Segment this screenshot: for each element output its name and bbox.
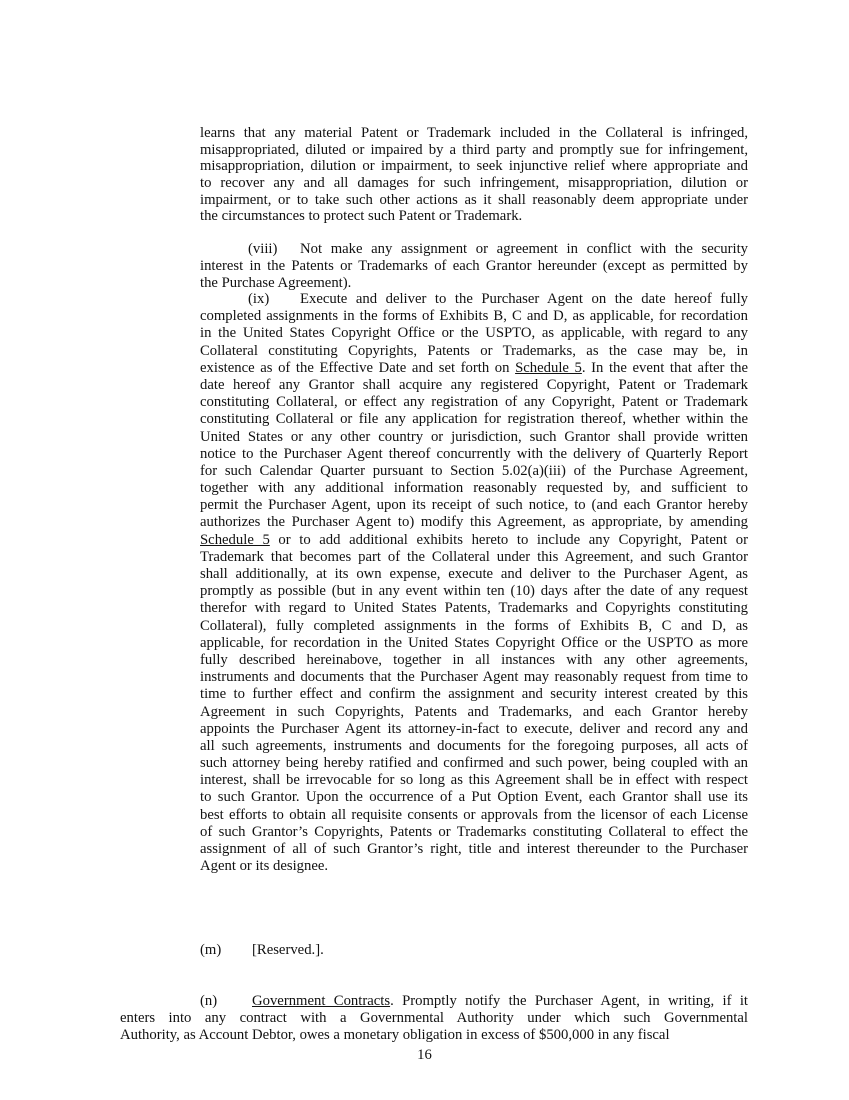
line-text: existence as of the Effective Date and set forth on Schedule 5. In the event that after the: [200, 359, 748, 376]
line-text: time to further effect and confirm the assignment and security interest created by this: [200, 686, 748, 703]
text-line: [200, 463, 748, 480]
text-line: [200, 497, 748, 514]
text-line: [200, 514, 748, 531]
line-text: Schedule 5 or to add additional exhibits hereto to include any Copyright, Patent or: [200, 531, 748, 548]
line-text: shall additionally, at its own expense, execute and deliver to the Purchaser Agent, as: [200, 566, 748, 582]
line-text: Not make any assignment or agreement in conflict with the security: [300, 241, 748, 257]
text-line: [120, 1010, 748, 1027]
section-label: (n): [200, 993, 218, 1009]
line-text: Collateral), fully completed assignments in the forms of Exhibits B, C and D, as: [200, 617, 748, 634]
text-line: [200, 258, 748, 275]
text-line: [200, 343, 748, 360]
text-line: [200, 175, 748, 192]
text-line: [200, 446, 748, 463]
text-line: [120, 1027, 748, 1044]
text-line: [200, 241, 748, 258]
line-text: enters into any contract with a Governmental Authority under which such Governmental: [120, 1010, 748, 1027]
underlined-term: Government Contracts: [252, 993, 391, 1009]
paragraph-m: [200, 942, 748, 959]
paragraph-viii: [200, 241, 748, 293]
line-text: assignment of all of such Grantor’s right, title and interest thereunder to the Purchaser: [200, 841, 748, 857]
text-line: [200, 635, 748, 652]
text-line: [200, 824, 748, 841]
line-text: such attorney being hereby ratified and confirmed and such power, being coupled with an: [200, 755, 748, 772]
line-text: Authority, as Account Debtor, owes a monetary obligation in excess of $500,000 in any fiscal: [120, 1027, 670, 1044]
line-text: interest in the Patents or Trademarks of each Grantor hereunder (except as permitted by: [200, 258, 748, 275]
text-line: [200, 600, 748, 617]
line-text: date hereof any Grantor shall acquire any registered Copyright, Patent or Trademark: [200, 376, 748, 393]
line-text: for such Calendar Quarter pursuant to Section 5.02(a)(iii) of the Purchase Agreement,: [200, 462, 748, 479]
line-text: the circumstances to protect such Patent or Trademark.: [200, 208, 523, 225]
line-text: United States or any other country or jurisdiction, such Grantor shall provide written: [200, 428, 748, 445]
text-line: [200, 772, 748, 789]
text-line: [200, 291, 748, 308]
underlined-term: Schedule 5: [200, 531, 270, 548]
line-text: promptly as possible (but in any event within ten (10) days after the date of any request: [200, 583, 748, 600]
text-line: [200, 360, 748, 377]
line-text: completed assignments in the forms of Exhibits B, C and D, as applicable, for recordation: [200, 308, 748, 325]
line-text: therefor with regard to United States Patents, Trademarks and Copyrights constituting: [200, 600, 748, 617]
text-line: [200, 755, 748, 772]
line-text: the Purchase Agreement).: [200, 275, 352, 292]
line-text: applicable, for recordation in the United States Copyright Office or the USPTO as more: [200, 634, 748, 651]
line-text: constituting Collateral, or effect any registration of any Copyright, Patent or Trademark: [200, 394, 748, 411]
text-line: [200, 532, 748, 549]
line-text: together with any additional information reasonably requested by, and sufficient to: [200, 480, 748, 497]
underlined-term: Schedule 5: [515, 359, 582, 376]
line-text: Trademark that becomes part of the Collateral under this Agreement, and such Grantor: [200, 548, 748, 565]
line-text: permit the Purchaser Agent, upon its receipt of such notice, to (and each Grantor hereby: [200, 497, 748, 514]
text-line: [200, 480, 748, 497]
text-line: [200, 942, 748, 959]
line-text: impairment, or to take such other actions as it shall reasonably deem appropriate under: [200, 191, 748, 208]
line-text: appoints the Purchaser Agent its attorney-in-fact to execute, deliver and record any and: [200, 720, 748, 737]
paragraph-n-government-contracts: [120, 993, 748, 1045]
section-label: (m): [200, 942, 222, 958]
text-line: [200, 411, 748, 428]
section-label: (viii): [248, 241, 278, 257]
line-text: constituting Collateral or file any application for registration thereof, whether within the: [200, 411, 748, 428]
section-label: (ix): [248, 291, 270, 307]
text-line: [200, 125, 748, 142]
line-text: notice to the Purchaser Agent thereof concurrently with the delivery of Quarterly Report: [200, 445, 748, 462]
text-line: [200, 377, 748, 394]
line-text: to recover any and all damages for such infringement, misappropriation, dilution or: [200, 175, 748, 192]
line-text: instruments and documents that the Purchaser Agent may reasonably request from time to: [200, 669, 748, 686]
line-text: learns that any material Patent or Trademark included in the Collateral is infringed,: [200, 125, 748, 141]
text-line: [200, 669, 748, 686]
paragraph-ix: [200, 291, 748, 875]
line-text: all such agreements, instruments and documents for the foregoing purposes, all acts of: [200, 737, 748, 754]
text-line: [200, 652, 748, 669]
text-line: [200, 192, 748, 209]
text-line: [200, 158, 748, 175]
paragraph-vii-continued: [200, 125, 748, 225]
text-line: [200, 738, 748, 755]
line-text: Execute and deliver to the Purchaser Agent on the date hereof fully: [300, 291, 748, 307]
line-text: best efforts to obtain all requisite consents or approvals from the licensor of each License: [200, 806, 748, 823]
text-line: [200, 789, 748, 806]
text-line: [200, 807, 748, 824]
text-line: [200, 841, 748, 858]
line-text: to such Grantor. Upon the occurrence of a Put Option Event, each Grantor shall use its: [200, 789, 748, 806]
text-line: [200, 618, 748, 635]
text-line: [200, 275, 748, 292]
page-number: 16: [417, 1047, 432, 1063]
text-line: [200, 721, 748, 738]
text-line: [200, 142, 748, 159]
line-text: interest, shall be irrevocable for so long as this Agreement shall be in effect with respect: [200, 772, 748, 789]
text-line: [200, 429, 748, 446]
line-text: Collateral constituting Copyrights, Patents or Trademarks, as the case may be, in: [200, 342, 748, 359]
text-line: [200, 566, 748, 583]
text-line: [200, 308, 748, 325]
text-line: [200, 325, 748, 342]
line-text: fully described hereinabove, together in all instances with any other agreements,: [200, 651, 748, 668]
line-text: of such Grantor’s Copyrights, Patents or Trademarks constituting Collateral to effect the: [200, 823, 748, 840]
line-text: [Reserved.].: [252, 942, 324, 958]
line-text: Agent or its designee.: [200, 858, 329, 875]
line-text: Government Contracts. Promptly notify the Purchaser Agent, in writing, if it: [252, 993, 748, 1009]
text-line: [200, 583, 748, 600]
line-text: Agreement in such Copyrights, Patents and Trademarks, and each Grantor hereby: [200, 703, 748, 720]
line-text: misappropriated, diluted or impaired by a third party and promptly sue for infringement,: [200, 141, 748, 158]
line-text: misappropriation, dilution or impairment, to seek injunctive relief where appropriate and: [200, 158, 748, 175]
text-line: [200, 394, 748, 411]
text-line: [200, 704, 748, 721]
text-line: [120, 993, 748, 1010]
text-line: [200, 208, 748, 225]
text-line: [200, 686, 748, 703]
line-text: in the United States Copyright Office or the USPTO, as applicable, with regard to any: [200, 325, 748, 342]
line-text: authorizes the Purchaser Agent to) modify this Agreement, as appropriate, by amending: [200, 514, 748, 531]
text-line: [200, 858, 748, 875]
text-line: [200, 549, 748, 566]
